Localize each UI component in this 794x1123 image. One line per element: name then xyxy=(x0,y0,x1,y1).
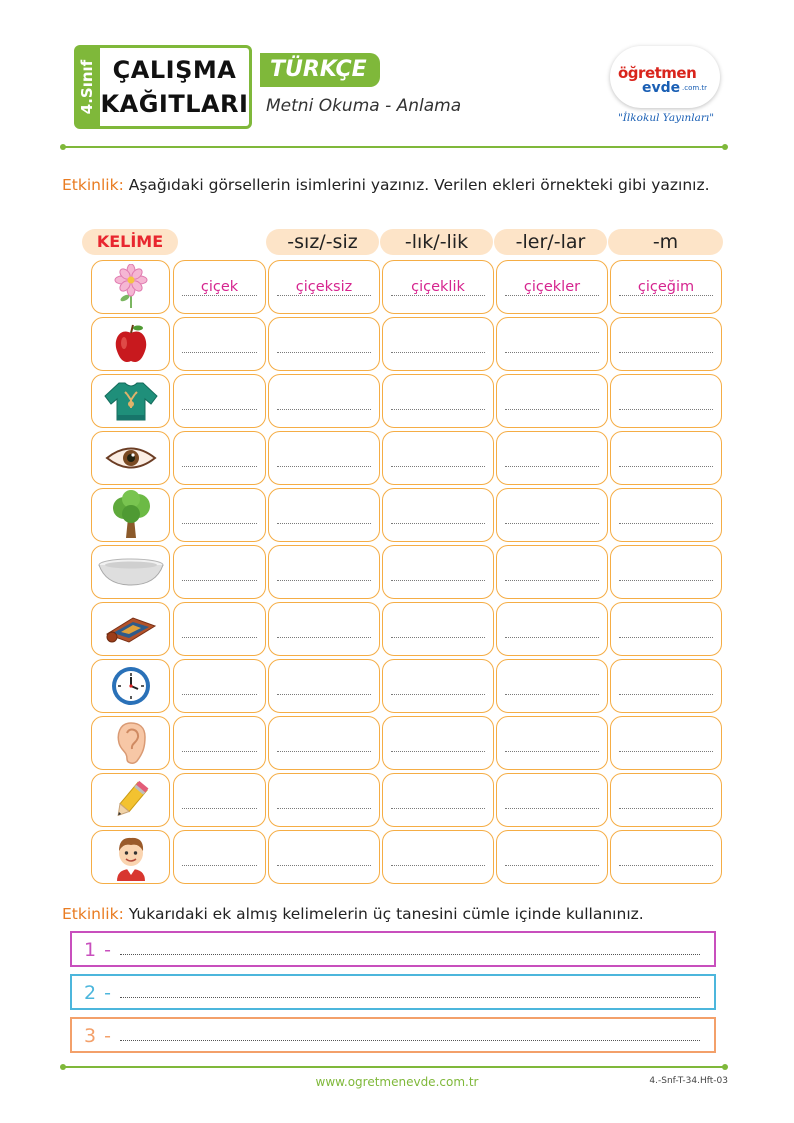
picture-cell xyxy=(91,716,170,770)
activity1-instruction xyxy=(62,172,732,198)
example-word: çiçekler xyxy=(523,279,581,295)
answer-dots xyxy=(505,694,599,695)
answer-cell[interactable] xyxy=(496,773,608,827)
answer-cell[interactable] xyxy=(382,488,494,542)
answer-cell[interactable] xyxy=(268,830,380,884)
answer-dots xyxy=(277,751,371,752)
sentence-line-1[interactable] xyxy=(70,931,716,967)
answer-cell[interactable] xyxy=(496,488,608,542)
answer-dots xyxy=(505,808,599,809)
answer-cell[interactable] xyxy=(382,773,494,827)
answer-cell[interactable] xyxy=(382,317,494,371)
answer-cell[interactable] xyxy=(268,545,380,599)
answer-dots xyxy=(277,637,371,638)
answer-dots xyxy=(505,409,599,410)
answer-dots xyxy=(619,352,713,353)
answer-cell[interactable] xyxy=(610,374,722,428)
sentence-dots xyxy=(120,954,700,955)
answer-dots xyxy=(182,751,257,752)
example-cell xyxy=(382,260,494,314)
answer-dots xyxy=(182,694,257,695)
header-suffix-ler: -ler/-lar xyxy=(494,229,607,255)
answer-cell[interactable] xyxy=(268,317,380,371)
answer-dots xyxy=(277,580,371,581)
title-line1: ÇALIŞMA xyxy=(112,56,237,84)
activity2-instruction xyxy=(62,901,644,927)
answer-dots xyxy=(391,295,485,296)
answer-cell[interactable] xyxy=(173,545,266,599)
answer-dots xyxy=(182,865,257,866)
answer-cell[interactable] xyxy=(496,317,608,371)
answer-dots xyxy=(277,865,371,866)
answer-cell[interactable] xyxy=(382,431,494,485)
sentence-dots xyxy=(120,997,700,998)
answer-dots xyxy=(391,751,485,752)
picture-cell xyxy=(91,317,170,371)
answer-cell[interactable] xyxy=(610,545,722,599)
answer-cell[interactable] xyxy=(496,545,608,599)
answer-dots xyxy=(277,523,371,524)
answer-cell[interactable] xyxy=(173,773,266,827)
answer-dots xyxy=(505,295,599,296)
picture-cell xyxy=(91,830,170,884)
grade-label: 4.Sınıf xyxy=(78,59,96,115)
answer-dots xyxy=(277,808,371,809)
answer-dots xyxy=(505,580,599,581)
example-cell xyxy=(610,260,722,314)
activity1-label: Etkinlik: xyxy=(62,176,124,194)
activity2-label: Etkinlik: xyxy=(62,905,124,923)
answer-dots xyxy=(277,409,371,410)
example-cell xyxy=(173,260,266,314)
sentence-number-3: 3 - xyxy=(84,1025,112,1047)
answer-cell[interactable] xyxy=(268,716,380,770)
picture-cell xyxy=(91,773,170,827)
answer-dots xyxy=(391,466,485,467)
sentence-line-3[interactable] xyxy=(70,1017,716,1053)
publisher-logo xyxy=(604,42,726,132)
answer-cell[interactable] xyxy=(173,317,266,371)
subject-badge: TÜRKÇE xyxy=(260,53,380,87)
answer-dots xyxy=(619,637,713,638)
example-word: çiçeğim xyxy=(637,279,695,295)
footer-website[interactable]: www.ogretmenevde.com.tr xyxy=(315,1075,479,1089)
answer-dots xyxy=(505,352,599,353)
title-line2: KAĞITLARI xyxy=(100,90,249,118)
answer-cell[interactable] xyxy=(496,602,608,656)
example-word: çiçek xyxy=(200,279,239,295)
answer-dots xyxy=(182,352,257,353)
answer-dots xyxy=(182,295,257,296)
answer-cell[interactable] xyxy=(610,317,722,371)
answer-cell[interactable] xyxy=(610,773,722,827)
answer-cell[interactable] xyxy=(268,431,380,485)
answer-cell[interactable] xyxy=(268,488,380,542)
answer-dots xyxy=(619,466,713,467)
header-suffix-siz: -sız/-siz xyxy=(266,229,379,255)
example-word: çiçeksiz xyxy=(295,279,353,295)
logo-brand2: evde xyxy=(642,80,681,96)
answer-dots xyxy=(391,523,485,524)
example-word: çiçeklik xyxy=(411,279,465,295)
sentence-dots xyxy=(120,1040,700,1041)
answer-dots xyxy=(391,637,485,638)
logo-motto: "İlkokul Yayınları" xyxy=(617,112,715,124)
activity2-text: Yukarıdaki ek almış kelimelerin üç tanesini cümle içinde kullanınız. xyxy=(128,905,644,923)
answer-dots xyxy=(182,523,257,524)
title-box xyxy=(100,45,252,129)
answer-cell[interactable] xyxy=(610,431,722,485)
answer-cell[interactable] xyxy=(268,773,380,827)
answer-dots xyxy=(505,523,599,524)
picture-cell xyxy=(91,260,170,314)
picture-cell xyxy=(91,659,170,713)
picture-cell xyxy=(91,602,170,656)
picture-cell xyxy=(91,545,170,599)
answer-dots xyxy=(182,808,257,809)
answer-dots xyxy=(619,865,713,866)
logo-domain: .com.tr xyxy=(682,84,708,92)
answer-dots xyxy=(619,295,713,296)
answer-cell[interactable] xyxy=(268,602,380,656)
answer-cell[interactable] xyxy=(496,431,608,485)
answer-dots xyxy=(391,409,485,410)
answer-dots xyxy=(391,580,485,581)
answer-dots xyxy=(619,694,713,695)
answer-dots xyxy=(391,808,485,809)
sentence-number-1: 1 - xyxy=(84,939,112,961)
picture-cell xyxy=(91,431,170,485)
activity1-text: Aşağıdaki görsellerin isimlerini yazınız. Verilen ekleri örnekteki gibi yazınız. xyxy=(128,176,710,194)
answer-cell[interactable] xyxy=(382,716,494,770)
sentence-line-2[interactable] xyxy=(70,974,716,1010)
answer-dots xyxy=(505,751,599,752)
answer-dots xyxy=(391,694,485,695)
answer-cell[interactable] xyxy=(268,374,380,428)
answer-cell[interactable] xyxy=(173,431,266,485)
picture-cell xyxy=(91,374,170,428)
answer-cell[interactable] xyxy=(382,602,494,656)
answer-dots xyxy=(505,865,599,866)
answer-cell[interactable] xyxy=(610,488,722,542)
answer-dots xyxy=(391,352,485,353)
answer-dots xyxy=(391,865,485,866)
answer-cell[interactable] xyxy=(268,659,380,713)
answer-dots xyxy=(505,637,599,638)
answer-dots xyxy=(619,409,713,410)
answer-cell[interactable] xyxy=(496,374,608,428)
answer-cell[interactable] xyxy=(496,659,608,713)
answer-cell[interactable] xyxy=(610,602,722,656)
logo-brand: öğretmen xyxy=(618,64,697,82)
answer-dots xyxy=(182,580,257,581)
answer-dots xyxy=(182,409,257,410)
answer-cell[interactable] xyxy=(382,374,494,428)
answer-dots xyxy=(182,466,257,467)
answer-dots xyxy=(277,694,371,695)
answer-cell[interactable] xyxy=(173,716,266,770)
answer-dots xyxy=(505,466,599,467)
footer-divider xyxy=(63,1066,725,1068)
answer-dots xyxy=(277,295,371,296)
example-cell xyxy=(496,260,608,314)
answer-cell[interactable] xyxy=(496,830,608,884)
answer-cell[interactable] xyxy=(173,602,266,656)
topic-title: Metni Okuma - Anlama xyxy=(266,96,462,116)
picture-cell xyxy=(91,488,170,542)
header-suffix-m: -m xyxy=(608,229,723,255)
answer-dots xyxy=(277,466,371,467)
answer-cell[interactable] xyxy=(173,659,266,713)
answer-dots xyxy=(182,637,257,638)
answer-cell[interactable] xyxy=(382,659,494,713)
answer-cell[interactable] xyxy=(173,488,266,542)
answer-dots xyxy=(619,523,713,524)
answer-dots xyxy=(277,352,371,353)
answer-dots xyxy=(619,808,713,809)
answer-cell[interactable] xyxy=(496,716,608,770)
answer-cell[interactable] xyxy=(610,830,722,884)
answer-cell[interactable] xyxy=(173,830,266,884)
header-kelime: KELİME xyxy=(82,229,178,255)
sentence-number-2: 2 - xyxy=(84,982,112,1004)
footer-code: 4.-Snf-T-34.Hft-03 xyxy=(649,1076,728,1086)
answer-cell[interactable] xyxy=(382,545,494,599)
header-divider xyxy=(63,146,725,148)
answer-cell[interactable] xyxy=(610,716,722,770)
answer-dots xyxy=(619,751,713,752)
answer-cell[interactable] xyxy=(173,374,266,428)
header-suffix-lik: -lık/-lik xyxy=(380,229,493,255)
grade-tab xyxy=(74,45,100,129)
answer-dots xyxy=(619,580,713,581)
answer-cell[interactable] xyxy=(382,830,494,884)
answer-cell[interactable] xyxy=(610,659,722,713)
example-cell xyxy=(268,260,380,314)
